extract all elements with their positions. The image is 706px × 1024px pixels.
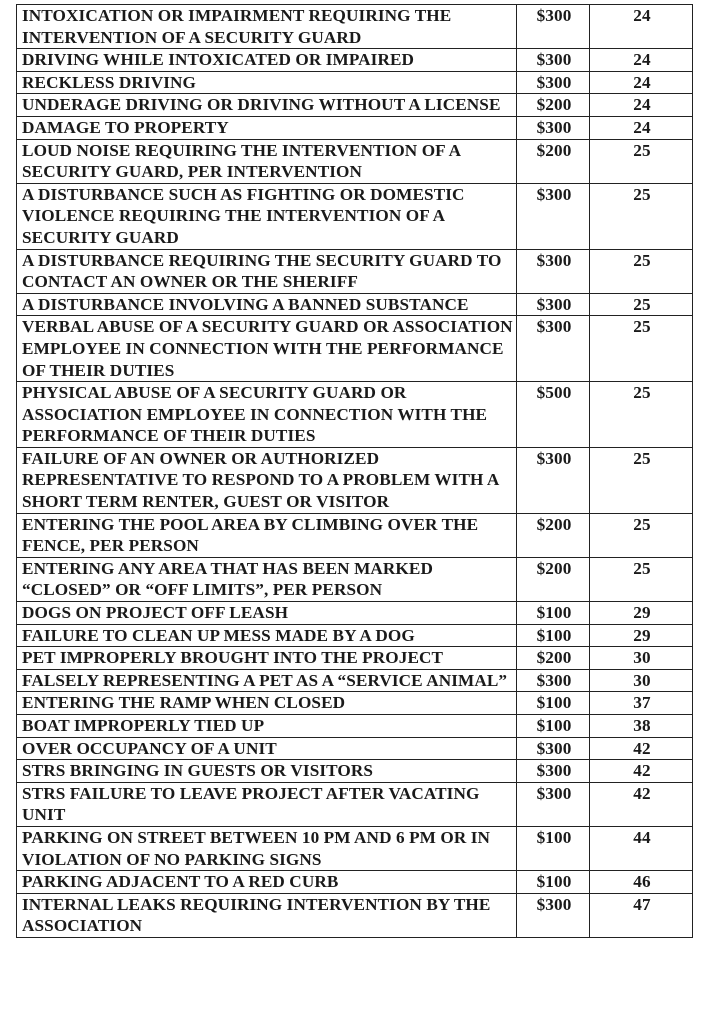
- fine-amount-cell: $100: [517, 715, 590, 738]
- offense-cell: A DISTURBANCE INVOLVING A BANNED SUBSTANCE: [17, 293, 517, 316]
- page-reference-cell: 25: [590, 249, 693, 293]
- offense-cell: PET IMPROPERLY BROUGHT INTO THE PROJECT: [17, 647, 517, 670]
- page-reference-cell: 42: [590, 782, 693, 826]
- page-reference-cell: 24: [590, 49, 693, 72]
- table-row: [17, 602, 693, 625]
- table-row: [17, 139, 693, 183]
- table-row: [17, 692, 693, 715]
- offense-cell: DAMAGE TO PROPERTY: [17, 116, 517, 139]
- offense-cell: INTERNAL LEAKS REQUIRING INTERVENTION BY THE ASSOCIATION: [17, 893, 517, 937]
- table-row: [17, 447, 693, 513]
- table-row: [17, 382, 693, 448]
- page-reference-cell: 37: [590, 692, 693, 715]
- page-reference-cell: 42: [590, 760, 693, 783]
- offense-cell: STRS BRINGING IN GUESTS OR VISITORS: [17, 760, 517, 783]
- page-reference-cell: 25: [590, 293, 693, 316]
- table-row: [17, 5, 693, 49]
- offense-cell: DRIVING WHILE INTOXICATED OR IMPAIRED: [17, 49, 517, 72]
- fine-amount-cell: $100: [517, 871, 590, 894]
- page-reference-cell: 25: [590, 183, 693, 249]
- fine-amount-cell: $100: [517, 826, 590, 870]
- page-reference-cell: 25: [590, 557, 693, 601]
- table-row: [17, 715, 693, 738]
- table-row: [17, 826, 693, 870]
- table-row: [17, 183, 693, 249]
- page-reference-cell: 24: [590, 5, 693, 49]
- offense-cell: PARKING ON STREET BETWEEN 10 PM AND 6 PM OR IN VIOLATION OF NO PARKING SIGNS: [17, 826, 517, 870]
- table-row: [17, 249, 693, 293]
- page-reference-cell: 30: [590, 669, 693, 692]
- fine-amount-cell: $300: [517, 893, 590, 937]
- page-reference-cell: 29: [590, 602, 693, 625]
- table-row: [17, 893, 693, 937]
- fine-amount-cell: $300: [517, 447, 590, 513]
- table-row: [17, 647, 693, 670]
- offense-cell: DOGS ON PROJECT OFF LEASH: [17, 602, 517, 625]
- fine-amount-cell: $200: [517, 647, 590, 670]
- fine-amount-cell: $300: [517, 249, 590, 293]
- table-row: [17, 316, 693, 382]
- fine-amount-cell: $300: [517, 737, 590, 760]
- table-row: [17, 71, 693, 94]
- table-row: [17, 513, 693, 557]
- offense-cell: VERBAL ABUSE OF A SECURITY GUARD OR ASSOCIATION EMPLOYEE IN CONNECTION WITH THE PERFORMANCE OF THEIR DUTIES: [17, 316, 517, 382]
- offense-cell: FAILURE OF AN OWNER OR AUTHORIZED REPRESENTATIVE TO RESPOND TO A PROBLEM WITH A SHORT TERM RENTER, GUEST OR VISITOR: [17, 447, 517, 513]
- offense-cell: A DISTURBANCE REQUIRING THE SECURITY GUARD TO CONTACT AN OWNER OR THE SHERIFF: [17, 249, 517, 293]
- table-row: [17, 669, 693, 692]
- page-reference-cell: 29: [590, 624, 693, 647]
- page-reference-cell: 25: [590, 316, 693, 382]
- fine-amount-cell: $100: [517, 692, 590, 715]
- page-reference-cell: 24: [590, 94, 693, 117]
- fine-amount-cell: $300: [517, 5, 590, 49]
- offense-cell: RECKLESS DRIVING: [17, 71, 517, 94]
- table-row: [17, 782, 693, 826]
- offense-cell: ENTERING THE POOL AREA BY CLIMBING OVER THE FENCE, PER PERSON: [17, 513, 517, 557]
- fine-schedule-table: [16, 4, 693, 938]
- page-reference-cell: 46: [590, 871, 693, 894]
- offense-cell: ENTERING ANY AREA THAT HAS BEEN MARKED “CLOSED” OR “OFF LIMITS”, PER PERSON: [17, 557, 517, 601]
- table-row: [17, 116, 693, 139]
- table-row: [17, 760, 693, 783]
- table-row: [17, 94, 693, 117]
- page-reference-cell: 25: [590, 447, 693, 513]
- offense-cell: FAILURE TO CLEAN UP MESS MADE BY A DOG: [17, 624, 517, 647]
- table-row: [17, 871, 693, 894]
- offense-cell: PARKING ADJACENT TO A RED CURB: [17, 871, 517, 894]
- offense-cell: OVER OCCUPANCY OF A UNIT: [17, 737, 517, 760]
- fine-amount-cell: $100: [517, 624, 590, 647]
- table-row: [17, 49, 693, 72]
- table-row: [17, 737, 693, 760]
- page-reference-cell: 42: [590, 737, 693, 760]
- fine-amount-cell: $200: [517, 94, 590, 117]
- offense-cell: PHYSICAL ABUSE OF A SECURITY GUARD OR ASSOCIATION EMPLOYEE IN CONNECTION WITH THE PERFORMANCE OF THEIR DUTIES: [17, 382, 517, 448]
- page-reference-cell: 25: [590, 139, 693, 183]
- fine-amount-cell: $500: [517, 382, 590, 448]
- fine-amount-cell: $300: [517, 293, 590, 316]
- offense-cell: ENTERING THE RAMP WHEN CLOSED: [17, 692, 517, 715]
- fine-amount-cell: $100: [517, 602, 590, 625]
- offense-cell: BOAT IMPROPERLY TIED UP: [17, 715, 517, 738]
- page-reference-cell: 30: [590, 647, 693, 670]
- offense-cell: UNDERAGE DRIVING OR DRIVING WITHOUT A LICENSE: [17, 94, 517, 117]
- offense-cell: A DISTURBANCE SUCH AS FIGHTING OR DOMESTIC VIOLENCE REQUIRING THE INTERVENTION OF A SECURITY GUARD: [17, 183, 517, 249]
- page-reference-cell: 47: [590, 893, 693, 937]
- page-reference-cell: 25: [590, 382, 693, 448]
- table-row: [17, 293, 693, 316]
- offense-cell: LOUD NOISE REQUIRING THE INTERVENTION OF A SECURITY GUARD, PER INTERVENTION: [17, 139, 517, 183]
- fine-amount-cell: $300: [517, 760, 590, 783]
- page-reference-cell: 25: [590, 513, 693, 557]
- page-reference-cell: 38: [590, 715, 693, 738]
- fine-schedule-body: [17, 5, 693, 938]
- table-row: [17, 557, 693, 601]
- fine-amount-cell: $300: [517, 71, 590, 94]
- fine-amount-cell: $300: [517, 49, 590, 72]
- page-reference-cell: 44: [590, 826, 693, 870]
- fine-amount-cell: $300: [517, 669, 590, 692]
- fine-amount-cell: $300: [517, 183, 590, 249]
- offense-cell: STRS FAILURE TO LEAVE PROJECT AFTER VACATING UNIT: [17, 782, 517, 826]
- fine-amount-cell: $200: [517, 139, 590, 183]
- table-row: [17, 624, 693, 647]
- fine-amount-cell: $200: [517, 513, 590, 557]
- offense-cell: FALSELY REPRESENTING A PET AS A “SERVICE ANIMAL”: [17, 669, 517, 692]
- page-reference-cell: 24: [590, 116, 693, 139]
- fine-schedule-page: [16, 4, 692, 938]
- fine-amount-cell: $200: [517, 557, 590, 601]
- page-reference-cell: 24: [590, 71, 693, 94]
- fine-amount-cell: $300: [517, 316, 590, 382]
- fine-amount-cell: $300: [517, 116, 590, 139]
- offense-cell: INTOXICATION OR IMPAIRMENT REQUIRING THE INTERVENTION OF A SECURITY GUARD: [17, 5, 517, 49]
- fine-amount-cell: $300: [517, 782, 590, 826]
